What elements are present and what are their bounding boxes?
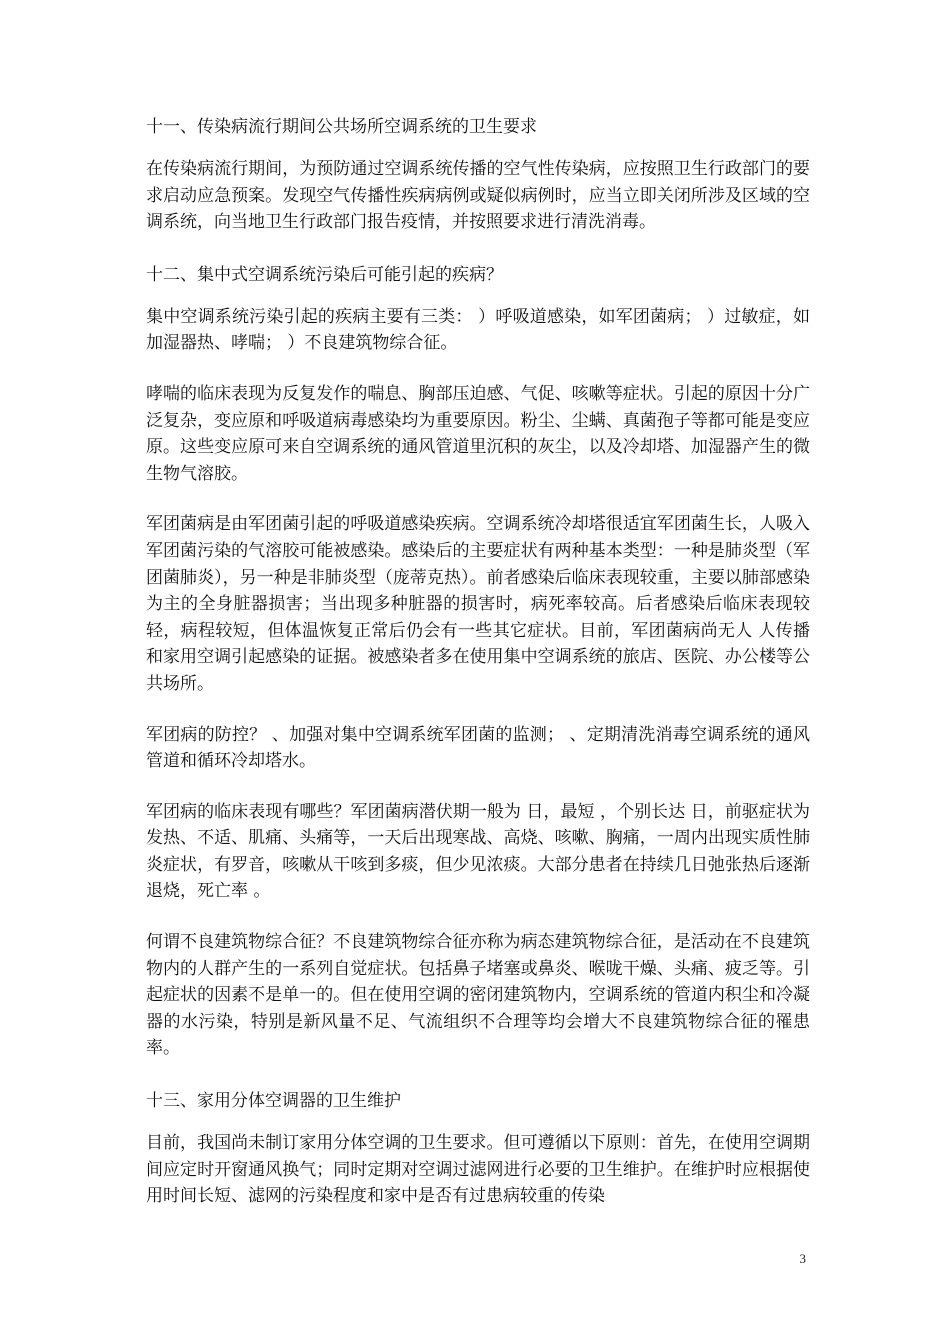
page-number: 3 [799,1251,806,1266]
legionella-prevention-paragraph: 军团病的防控？ 、加强对集中空调系统军团菌的监测； 、定期清洗消毒空调系统的通风管道和循环冷却塔水。 [146,724,810,772]
sick-building-paragraph: 何谓不良建筑物综合征？不良建筑物综合征亦称为病态建筑物综合征，是活动在不良建筑物内的人群产生的一系列自觉症状。包括鼻子堵塞或鼻炎、喉咙干燥、头痛、疲乏等。引起症状的因素不是单一的。但在使用空调的密闭建筑物内，空调系统的管道内积尘和冷凝器的水污染，特别是新风量不足、气流组织不合理等均会增大不良建筑物综合征的罹患率。 [146,932,810,1059]
section-13-paragraph: 目前，我国尚未制订家用分体空调的卫生要求。但可遵循以下原则：首先，在使用空调期间应定时开窗通风换气；同时定期对空调过滤网进行必要的卫生维护。在维护时应根据使用时间长短、滤网的污染程度和家中是否有过患病较重的传染 [146,1133,810,1207]
legionella-paragraph: 军团菌病是由军团菌引起的呼吸道感染疾病。空调系统冷却塔很适宜军团菌生长，人吸入军团菌污染的气溶胶可能被感染。感染后的主要症状有两种基本类型：一种是肺炎型（军团菌肺炎），另一种是非肺炎型（庞蒂克热）。前者感染后临床表现较重，主要以肺部感染为主的全身脏器损害；当出现多种脏器的损害时，病死率较高。后者感染后临床表现较轻，病程较短，但体温恢复正常后仍会有一些其它症状。目前，军团菌病尚无人 人传播和家用空调引起感染的证据。被感染者多在使用集中空调系统的旅店、医院、办公楼等公共场所。 [146,514,810,694]
document-body [146,112,810,1234]
section-11-paragraph: 在传染病流行期间，为预防通过空调系统传播的空气性传染病，应按照卫生行政部门的要求启动应急预案。发现空气传播性疾病病例或疑似病例时，应当立即关闭所涉及区域的空调系统，向当地卫生行政部门报告疫情，并按照要求进行清洗消毒。 [146,159,810,233]
section-12-heading: 十二、集中式空调系统污染后可能引起的疾病？ [146,264,503,285]
section-11-heading: 十一、传染病流行期间公共场所空调系统的卫生要求 [146,117,537,137]
legionella-symptoms-paragraph: 军团病的临床表现有哪些？军团菌病潜伏期一般为 日，最短 ，个别长达 日，前驱症状为发热、不适、肌痛、头痛等，一天后出现寒战、高烧、咳嗽、胸痛，一周内出现实质性肺炎症状，有罗音，咳嗽从干咳到多痰，但少见浓痰。大部分患者在持续几日弛张热后逐渐退烧，死亡率 。 [146,801,810,902]
section-13-heading: 十三、家用分体空调器的卫生维护 [146,1091,401,1112]
asthma-paragraph: 哮喘的临床表现为反复发作的喘息、胸部压迫感、气促、咳嗽等症状。引起的原因十分广泛复杂，变应原和呼吸道病毒感染均为重要原因。粉尘、尘螨、真菌孢子等都可能是变应原。这些变应原可来自空调系统的通风管道里沉积的灰尘，以及冷却塔、加湿器产生的微生物气溶胶。 [146,383,810,484]
diseases-paragraph: 集中空调系统污染引起的疾病主要有三类： ）呼吸道感染，如军团菌病； ）过敏症，如 加湿器热、哮喘； ）不良建筑物综合征。 [146,306,810,354]
